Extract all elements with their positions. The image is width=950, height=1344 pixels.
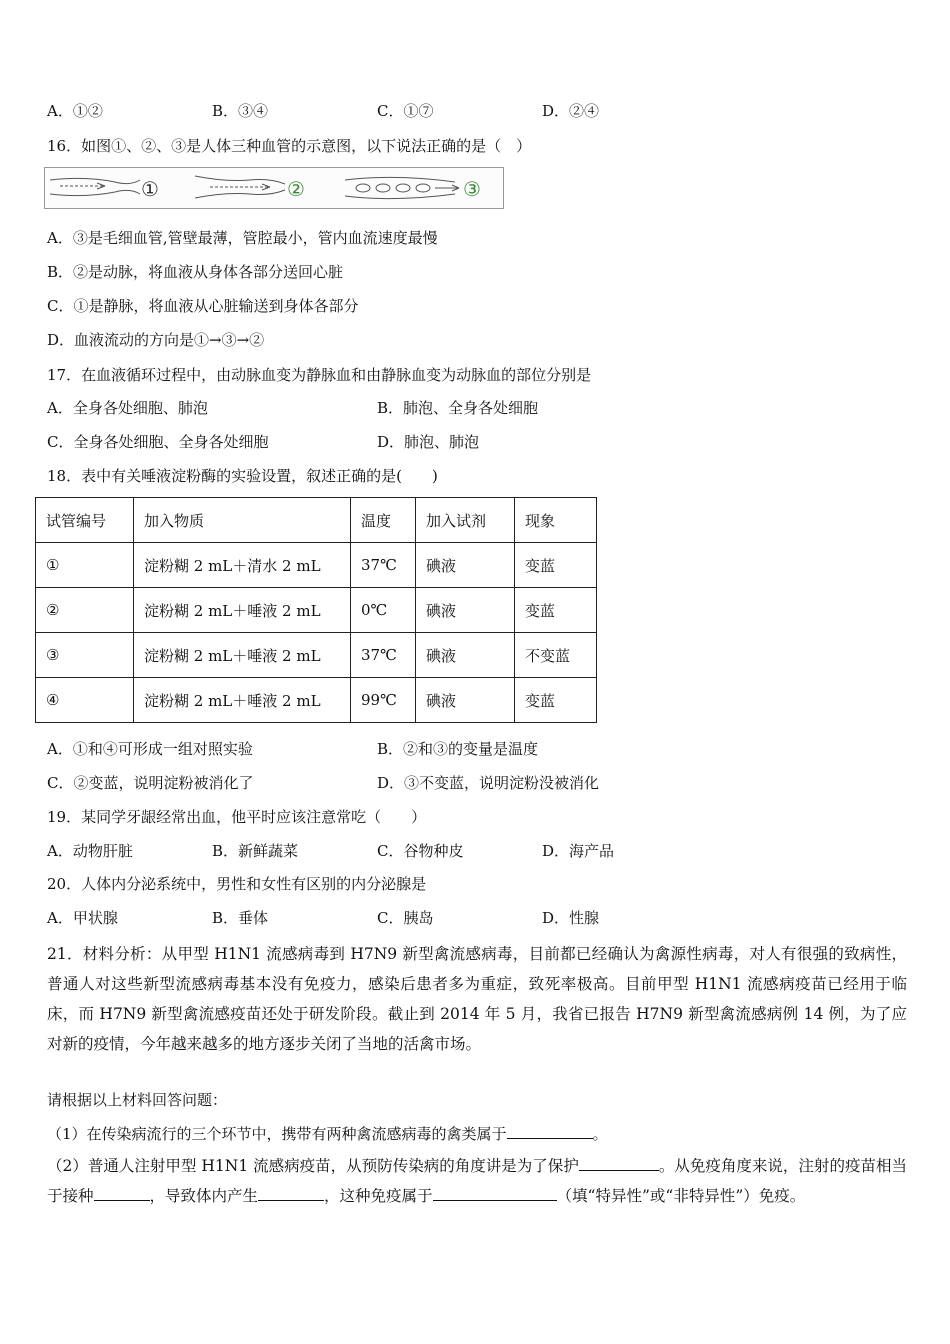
table-cell: 碘液	[416, 678, 515, 723]
q21-sub1-text: （1）在传染病流行的三个环节中，携带有两种禽流感病毒的禽类属于	[47, 1125, 507, 1143]
q21-sub2-text-d: ，这种免疫属于	[324, 1187, 433, 1205]
q21-sub2-text-c: ，导致体内产生	[149, 1187, 259, 1205]
q17-options-row1	[47, 397, 927, 419]
q19-option-b: B．新鲜蔬菜	[212, 842, 299, 860]
q15-options	[47, 100, 927, 122]
table-cell: 淀粉糊 2 mL＋唾液 2 mL	[134, 588, 351, 633]
q21-sub2-text-a: （2）普通人注射甲型 H1N1 流感病疫苗，从预防传染病的角度讲是为了保护	[47, 1157, 579, 1175]
table-cell: 0℃	[351, 588, 416, 633]
blood-vessel-figure	[44, 167, 504, 209]
table-cell: 淀粉糊 2 mL＋唾液 2 mL	[134, 678, 351, 723]
q19-stem: 19．某同学牙龈经常出血，他平时应该注意常吃（ ）	[47, 808, 427, 826]
q20-option-a: A．甲状腺	[47, 909, 118, 927]
table-cell: 变蓝	[515, 543, 597, 588]
q21-blank-1[interactable]	[507, 1122, 593, 1139]
q21-material: 21．材料分析：从甲型 H1N1 流感病毒到 H7N9 新型禽流感病毒，目前都已经确认为禽源性病毒，对人有很强的致病性，普通人对这些新型流感病毒基本没有免疫力，感染后患者多为重症，致死率极高。目前甲型 H1N1 流感病疫苗已经用于临床，而 H7N9 新型禽流感疫苗还处于研发阶段。截止到 2014 年 5 月，我省已报告 H7N9 新型禽流感病例 14 例，为了应对新的疫情，今年越来越多的地方逐步关闭了当地的活禽市场。	[47, 945, 907, 1053]
q17-option-c: C．全身各处细胞、全身各处细胞	[47, 433, 269, 451]
table-cell: ①	[36, 543, 134, 588]
table-cell: ③	[36, 633, 134, 678]
q21-sub2	[47, 1151, 907, 1211]
table-header-cell: 温度	[351, 498, 416, 543]
table-row	[36, 543, 597, 588]
q21-sub1-end: 。	[592, 1125, 608, 1143]
figure-label-1: ①	[141, 177, 159, 201]
table-header-cell: 现象	[515, 498, 597, 543]
figure-label-3: ③	[463, 177, 481, 201]
table-row	[36, 678, 597, 723]
table-header-row	[36, 498, 597, 543]
q21-blank-5[interactable]	[433, 1184, 557, 1201]
q18-option-d: D．③不变蓝，说明淀粉没被消化	[377, 774, 600, 792]
q18-option-c: C．②变蓝，说明淀粉被消化了	[47, 774, 254, 792]
q18-options-row1	[47, 738, 927, 760]
q19-option-c: C．谷物种皮	[377, 842, 464, 860]
q20-option-b: B．垂体	[212, 909, 269, 927]
table-header-cell: 加入物质	[134, 498, 351, 543]
table-cell: 碘液	[416, 543, 515, 588]
table-cell: 99℃	[351, 678, 416, 723]
q16-option-c: C．①是静脉，将血液从心脏输送到身体各部分	[47, 297, 359, 315]
table-cell: 不变蓝	[515, 633, 597, 678]
q17-option-b: B．肺泡、全身各处细胞	[377, 399, 539, 417]
table-cell: 淀粉糊 2 mL＋清水 2 mL	[134, 543, 351, 588]
q17-options-row2	[47, 431, 927, 453]
table-cell: 变蓝	[515, 588, 597, 633]
vessel-3-drawing	[345, 177, 459, 198]
q18-stem: 18．表中有关唾液淀粉酶的实验设置，叙述正确的是( )	[47, 467, 438, 485]
q15-option-d: D．②④	[542, 102, 600, 120]
q17-option-d: D．肺泡、肺泡	[377, 433, 480, 451]
q15-option-a: A．①②	[47, 102, 103, 120]
table-header-cell: 试管编号	[36, 498, 134, 543]
table-cell: 变蓝	[515, 678, 597, 723]
q21-blank-4[interactable]	[258, 1184, 324, 1201]
experiment-table	[35, 497, 597, 723]
q21-sub1	[47, 1122, 608, 1145]
q20-stem: 20．人体内分泌系统中，男性和女性有区别的内分泌腺是	[47, 875, 427, 893]
table-row	[36, 633, 597, 678]
table-cell: 淀粉糊 2 mL＋唾液 2 mL	[134, 633, 351, 678]
q20-option-c: C．胰岛	[377, 909, 434, 927]
q19-options	[47, 840, 927, 862]
q18-options-row2	[47, 772, 927, 794]
q18-option-a: A．①和④可形成一组对照实验	[47, 740, 253, 758]
q20-option-d: D．性腺	[542, 909, 600, 927]
q16-option-d: D．血液流动的方向是①→③→②	[47, 331, 265, 349]
q19-option-a: A．动物肝脏	[47, 842, 133, 860]
q21-sub2-text-e: （填“特异性”或“非特异性”）免疫。	[556, 1187, 806, 1205]
table-row	[36, 588, 597, 633]
q16-option-b: B．②是动脉，将血液从身体各部分送回心脏	[47, 263, 344, 281]
figure-label-2: ②	[287, 177, 305, 201]
table-cell: 37℃	[351, 543, 416, 588]
q21-sub2-text-b: 。从免疫角度来说，注射的疫苗相当于接种	[47, 1157, 907, 1205]
q21-blank-3[interactable]	[94, 1184, 150, 1201]
q17-stem: 17．在血液循环过程中，由动脉血变为静脉血和由静脉血变为动脉血的部位分别是	[47, 366, 592, 384]
vessel-2-drawing	[195, 176, 285, 198]
vessel-1-drawing	[50, 178, 140, 195]
q18-option-b: B．②和③的变量是温度	[377, 740, 539, 758]
table-cell: ④	[36, 678, 134, 723]
table-header-cell: 加入试剂	[416, 498, 515, 543]
table-cell: ②	[36, 588, 134, 633]
q21-prompt: 请根据以上材料回答问题：	[47, 1091, 228, 1109]
q17-option-a: A．全身各处细胞、肺泡	[47, 399, 208, 417]
table-cell: 碘液	[416, 633, 515, 678]
blood-vessel-diagram	[45, 168, 503, 208]
q19-option-d: D．海产品	[542, 842, 615, 860]
q15-option-c: C．①⑦	[377, 102, 434, 120]
table-cell: 碘液	[416, 588, 515, 633]
q20-options	[47, 907, 927, 929]
table-cell: 37℃	[351, 633, 416, 678]
q15-option-b: B．③④	[212, 102, 269, 120]
q21-blank-2[interactable]	[579, 1154, 659, 1171]
q16-stem: 16．如图①、②、③是人体三种血管的示意图，以下说法正确的是（ ）	[47, 137, 532, 155]
q16-option-a: A．③是毛细血管,管壁最薄，管腔最小，管内血流速度最慢	[47, 229, 438, 247]
